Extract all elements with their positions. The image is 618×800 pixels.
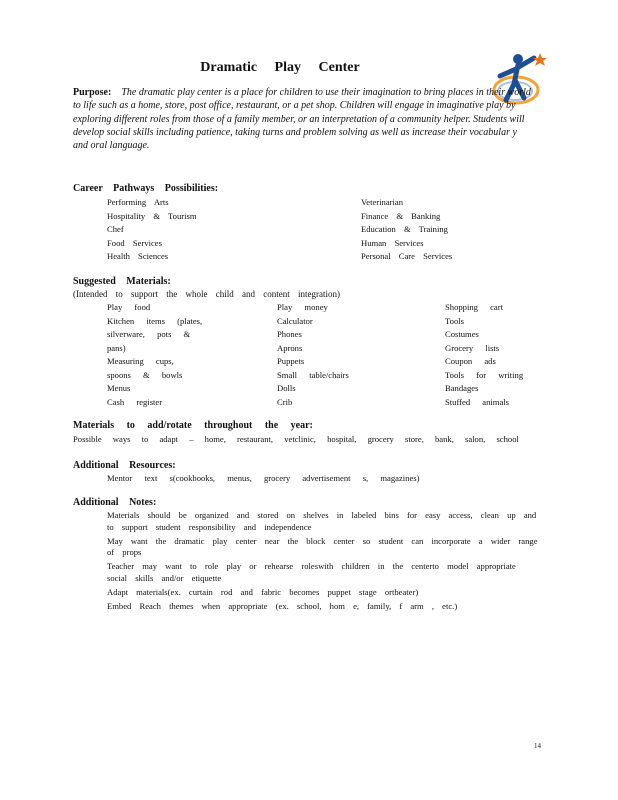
list-item bbox=[427, 315, 547, 329]
list-item-text: Education & Training bbox=[361, 224, 448, 234]
list-item bbox=[259, 396, 399, 410]
bullet-icon bbox=[89, 301, 107, 315]
list-item-text: Embed Reach themes when appropriate (ex. school, hom e, family, f arm , etc.) bbox=[107, 600, 458, 611]
list-item bbox=[427, 342, 547, 356]
materials-column-3 bbox=[427, 301, 547, 409]
list-item-text: Costumes bbox=[445, 329, 479, 339]
career-list-left bbox=[89, 196, 329, 264]
bullet-icon bbox=[89, 601, 107, 613]
list-item bbox=[89, 196, 329, 210]
bullet-icon bbox=[343, 250, 361, 264]
list-item bbox=[89, 601, 539, 613]
list-item-text: Crib bbox=[277, 396, 293, 407]
list-item-text: Personal Care Services bbox=[361, 251, 453, 261]
list-item-text: Teacher may want to role play or rehearse roleswith children in the centerto model appropriate social skills and/or etiquette bbox=[107, 561, 516, 583]
bullet-icon bbox=[259, 301, 277, 315]
list-item bbox=[89, 250, 329, 264]
list-item-text: Calculator bbox=[277, 315, 313, 326]
list-item bbox=[259, 355, 399, 369]
bullet-icon bbox=[343, 237, 361, 251]
list-item bbox=[89, 223, 329, 237]
bullet-icon bbox=[259, 328, 277, 342]
notes-heading: Additional Notes: bbox=[73, 497, 157, 508]
list-item-text: Tools for writing bbox=[445, 369, 524, 380]
list-item-text: Menus bbox=[107, 383, 131, 393]
list-item-text: Finance & Banking bbox=[361, 210, 441, 221]
list-item bbox=[427, 369, 547, 383]
bullet-icon bbox=[259, 382, 277, 396]
bullet-icon bbox=[427, 328, 445, 342]
bullet-icon bbox=[427, 355, 445, 369]
list-item-text: Measuring cups, spoons & bowls bbox=[107, 356, 183, 380]
list-item bbox=[427, 328, 547, 342]
list-item bbox=[259, 342, 399, 356]
bullet-icon bbox=[89, 196, 107, 210]
bullet-icon bbox=[427, 315, 445, 329]
list-item bbox=[343, 237, 543, 251]
materials-column-1 bbox=[89, 301, 209, 409]
bullet-icon bbox=[427, 342, 445, 356]
list-item bbox=[89, 355, 209, 382]
resources-list bbox=[89, 472, 529, 486]
materials-heading: Suggested Materials: bbox=[73, 276, 171, 287]
list-item bbox=[259, 301, 399, 315]
list-item-text: Veterinarian bbox=[361, 197, 403, 207]
bullet-icon bbox=[89, 223, 107, 237]
list-item-text: Aprons bbox=[277, 342, 303, 353]
bullet-icon bbox=[343, 210, 361, 224]
bullet-icon bbox=[259, 396, 277, 410]
list-item bbox=[259, 328, 399, 342]
bullet-icon bbox=[427, 301, 445, 315]
materials-note: (Intended to support the whole child and content integration) bbox=[73, 289, 340, 299]
list-item-text: Chef bbox=[107, 224, 124, 234]
list-item-text: Tools bbox=[445, 315, 464, 326]
list-item-text: Small table/chairs bbox=[277, 369, 349, 380]
list-item bbox=[343, 250, 543, 264]
list-item bbox=[427, 396, 547, 410]
list-item bbox=[89, 472, 529, 486]
bullet-icon bbox=[89, 587, 107, 599]
list-item bbox=[89, 382, 209, 396]
bullet-icon bbox=[89, 561, 107, 585]
list-item-text: Play money bbox=[277, 302, 328, 312]
list-item bbox=[89, 301, 209, 315]
bullet-icon bbox=[259, 369, 277, 383]
bullet-icon bbox=[343, 223, 361, 237]
list-item-text: Puppets bbox=[277, 356, 305, 366]
page-title: Dramatic Play Center bbox=[200, 60, 360, 75]
list-item-text: Play food bbox=[107, 302, 151, 312]
bullet-icon bbox=[89, 237, 107, 251]
list-item-text: Kitchen items (plates, silverware, pots & pans) bbox=[107, 315, 203, 353]
list-item bbox=[89, 587, 539, 599]
rotate-text: Possible ways to adapt – home, restaurant, vetclinic, hospital, grocery store, bank, salon, school bbox=[73, 434, 519, 444]
list-item-text: Materials should be organized and stored on shelves in labeled bins for easy access, clean up and to support student responsibility and independence bbox=[107, 510, 537, 532]
list-item bbox=[343, 223, 543, 237]
list-item-text: Hospitality & Tourism bbox=[107, 210, 197, 221]
list-item bbox=[89, 561, 539, 585]
list-item bbox=[427, 382, 547, 396]
list-item bbox=[89, 315, 209, 356]
notes-list bbox=[89, 510, 539, 614]
career-list-right bbox=[343, 196, 543, 264]
bullet-icon bbox=[89, 315, 107, 356]
bullet-icon bbox=[259, 355, 277, 369]
bullet-icon bbox=[89, 396, 107, 410]
bullet-icon bbox=[89, 210, 107, 224]
list-item-text: Phones bbox=[277, 329, 302, 339]
list-item bbox=[343, 196, 543, 210]
list-item bbox=[89, 210, 329, 224]
bullet-icon bbox=[259, 342, 277, 356]
page-number: 14 bbox=[534, 742, 541, 750]
bullet-icon bbox=[89, 510, 107, 534]
list-item bbox=[259, 382, 399, 396]
bullet-icon bbox=[89, 472, 107, 486]
list-item-text: Adapt materials(ex. curtain rod and fabric becomes puppet stage ortbeater) bbox=[107, 586, 419, 597]
list-item-text: May want the dramatic play center near the block center so student can incorporate a wider range of props bbox=[107, 535, 538, 558]
list-item bbox=[343, 210, 543, 224]
list-item bbox=[89, 536, 539, 560]
purpose-text: The dramatic play center is a place for children to use their imagination to bring places in their world to life such as a home, store, post office, restaurant, or a pet shop. Children will engage in imaginative play by exploring different roles from those of a family member, or an interpretation of a community helper. Students will develop social skills including patience, taking turns and problem solving as well as increase their vocabular y and oral language. bbox=[73, 87, 531, 152]
bullet-icon bbox=[259, 315, 277, 329]
list-item-text: Mentor text s(cookbooks, menus, grocery advertisement s, magazines) bbox=[107, 473, 420, 483]
list-item-text: Cash register bbox=[107, 396, 163, 407]
list-item bbox=[89, 237, 329, 251]
rotate-heading: Materials to add/rotate throughout the year: bbox=[73, 420, 313, 431]
list-item-text: Stuffed animals bbox=[445, 396, 510, 407]
bullet-icon bbox=[427, 396, 445, 410]
list-item-text: Bandages bbox=[445, 383, 479, 393]
bullet-icon bbox=[89, 536, 107, 560]
list-item bbox=[89, 396, 209, 410]
bullet-icon bbox=[89, 355, 107, 382]
list-item bbox=[427, 355, 547, 369]
list-item-text: Grocery lists bbox=[445, 342, 500, 353]
bullet-icon bbox=[89, 382, 107, 396]
bullet-icon bbox=[427, 382, 445, 396]
resources-heading: Additional Resources: bbox=[73, 460, 176, 471]
list-item bbox=[259, 369, 399, 383]
list-item-text: Dolls bbox=[277, 383, 296, 393]
list-item-text: Human Services bbox=[361, 237, 424, 248]
list-item bbox=[259, 315, 399, 329]
bullet-icon bbox=[343, 196, 361, 210]
purpose-paragraph bbox=[73, 86, 533, 152]
list-item-text: Coupon ads bbox=[445, 356, 496, 366]
list-item-text: Shopping cart bbox=[445, 302, 503, 312]
list-item bbox=[427, 301, 547, 315]
bullet-icon bbox=[427, 369, 445, 383]
list-item bbox=[89, 510, 539, 534]
list-item-text: Food Services bbox=[107, 237, 162, 248]
purpose-label: Purpose: bbox=[73, 87, 112, 98]
career-heading: Career Pathways Possibilities: bbox=[73, 183, 219, 194]
bullet-icon bbox=[89, 250, 107, 264]
materials-column-2 bbox=[259, 301, 399, 409]
list-item-text: Health Sciences bbox=[107, 251, 169, 261]
list-item-text: Performing Arts bbox=[107, 197, 169, 207]
